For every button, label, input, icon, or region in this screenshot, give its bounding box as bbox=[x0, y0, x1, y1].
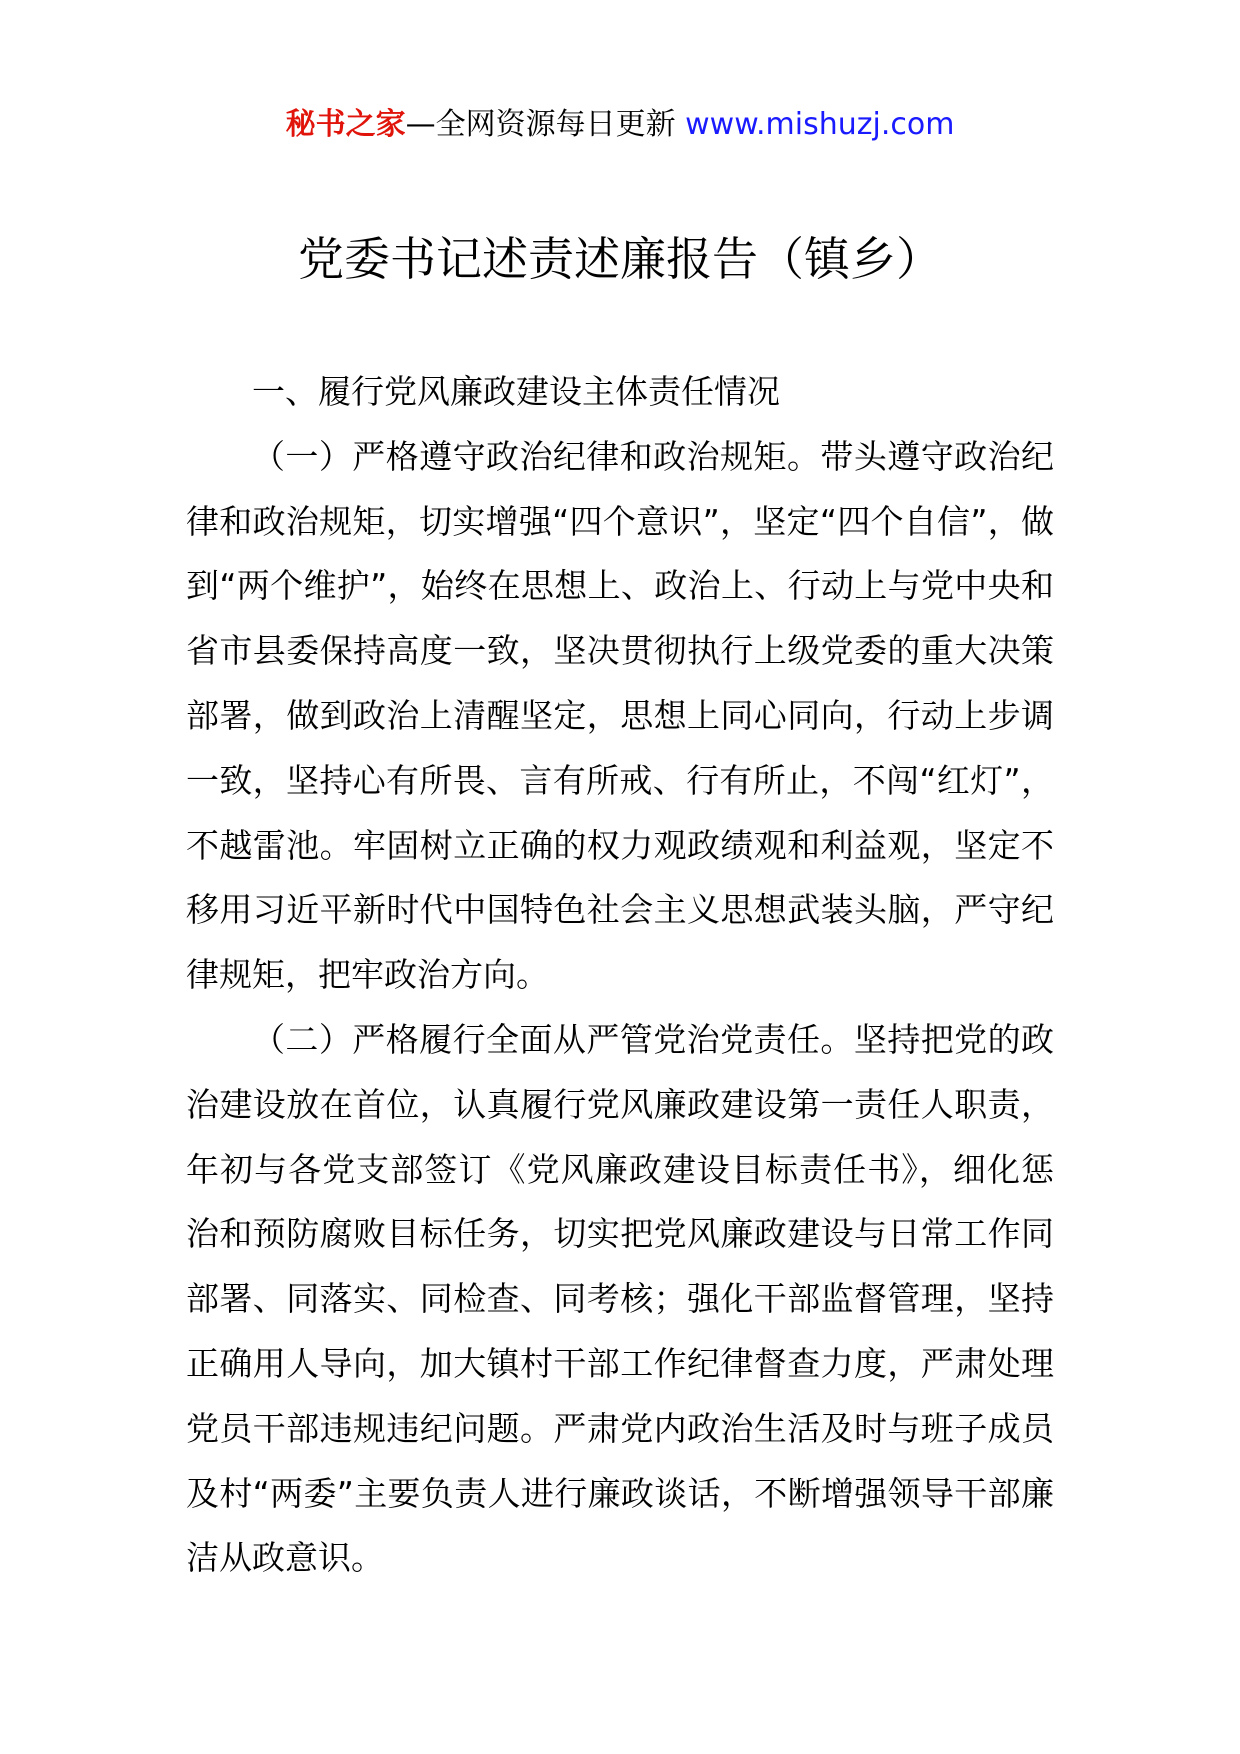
banner-url[interactable]: www.mishuzj.com bbox=[685, 107, 955, 142]
paragraph-1: （一）严格遵守政治纪律和政治规矩。带头遵守政治纪律和政治规矩，切实增强“四个意识”，坚定“四个自信”，做到“两个维护”，始终在思想上、政治上、行动上与党中央和省市县委保持高度一致，坚决贯彻执行上级党委的重大决策部署，做到政治上清醒坚定，思想上同心同向，行动上步调一致，坚持心有所畏、言有所戒、行有所止，不闯“红灯”，不越雷池。牢固树立正确的权力观政绩观和利益观，坚定不移用习近平新时代中国特色社会主义思想武装头脑，严守纪律规矩，把牢政治方向。 bbox=[186, 436, 1054, 995]
document-body bbox=[186, 360, 1054, 1591]
document-title: 党委书记述责述廉报告（镇乡） bbox=[298, 232, 942, 286]
brand-name: 秘书之家 bbox=[285, 107, 406, 142]
paragraph-2: （二）严格履行全面从严管党治党责任。坚持把党的政治建设放在首位，认真履行党风廉政建设第一责任人职责，年初与各党支部签订《党风廉政建设目标责任书》，细化惩治和预防腐败目标任务，切实把党风廉政建设与日常工作同部署、同落实、同检查、同考核；强化干部监督管理，坚持正确用人导向，加大镇村干部工作纪律督查力度，严肃处理党员干部违规违纪问题。严肃党内政治生活及时与班子成员及村“两委”主要负责人进行廉政谈话，不断增强领导干部廉洁从政意识。 bbox=[186, 1019, 1054, 1578]
site-banner bbox=[0, 95, 1240, 155]
section-heading: 一、履行党风廉政建设主体责任情况 bbox=[252, 372, 780, 411]
banner-tagline: —全网资源每日更新 bbox=[405, 107, 686, 142]
